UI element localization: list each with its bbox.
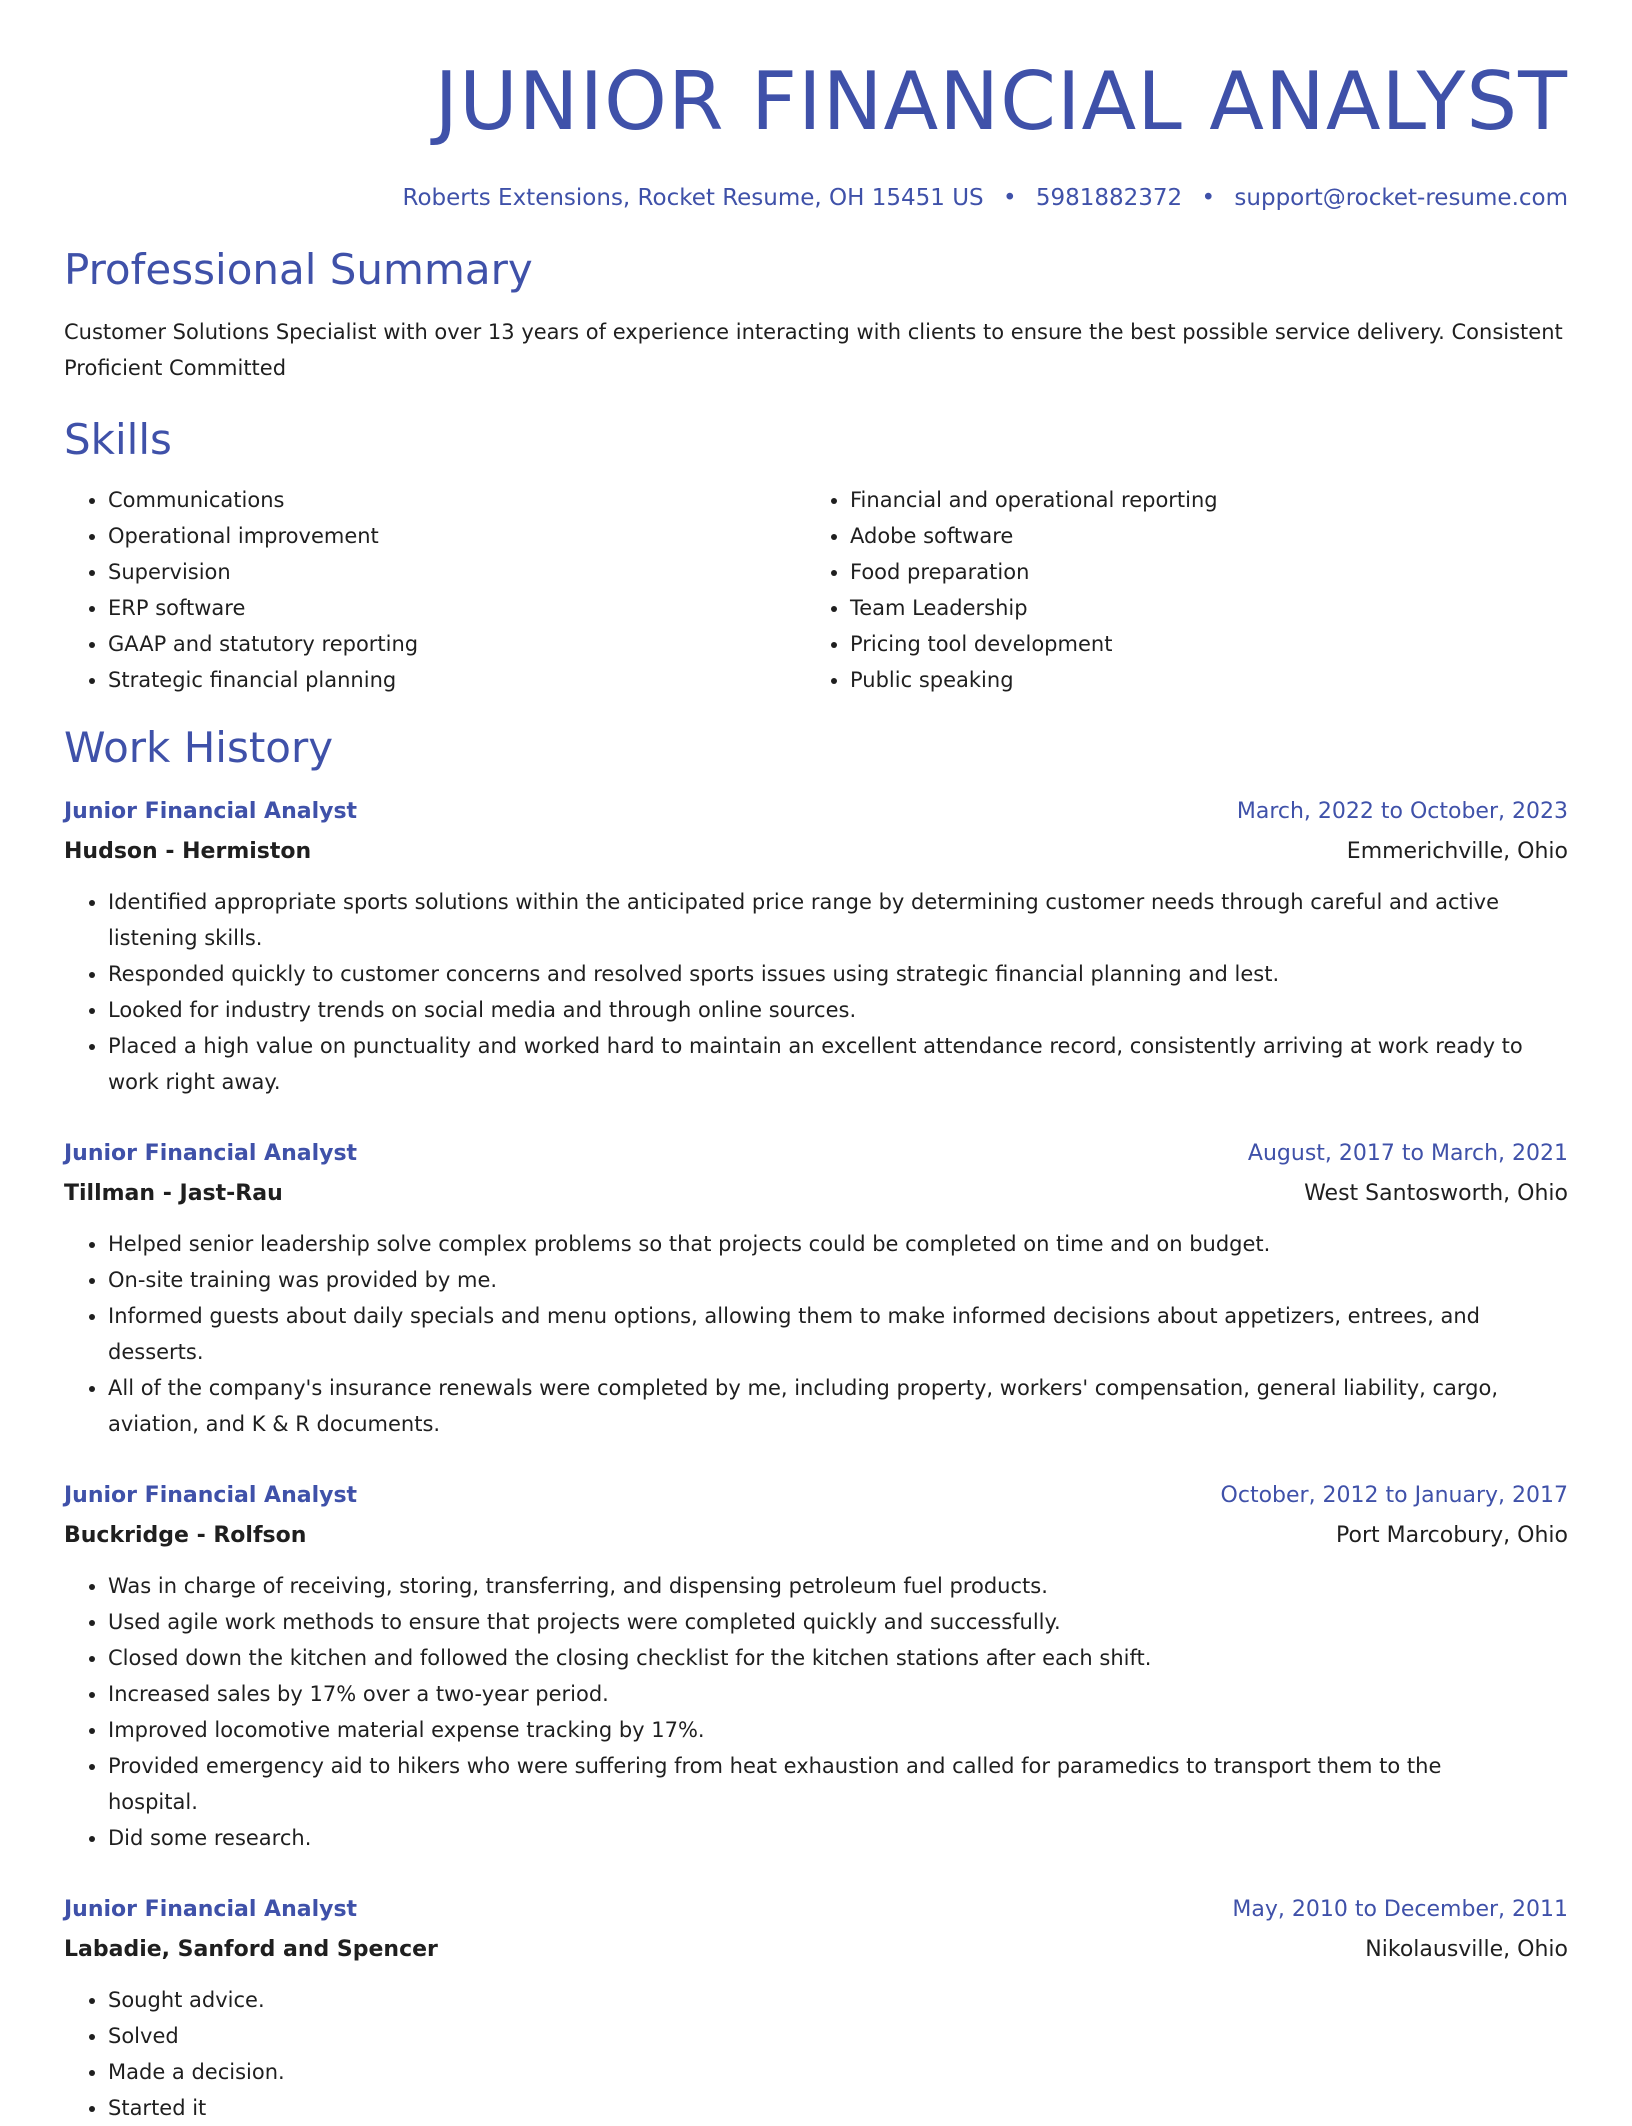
job-location: Nikolausville, Ohio <box>1365 1937 1568 1962</box>
job-bullet: • Started it <box>108 2090 1568 2126</box>
job-bullet: • Made a decision. <box>108 2054 1568 2090</box>
skill-item: • Operational improvement <box>108 518 806 554</box>
job-title: Junior Financial Analyst <box>64 1483 358 1508</box>
skill-item: • Strategic financial planning <box>108 662 806 698</box>
job-bullet: • Responded quickly to customer concerns and resolved sports issues using strategic financial planning and lest. <box>108 956 1568 992</box>
skill-item: • Team Leadership <box>850 590 1548 626</box>
job-bullet: • Closed down the kitchen and followed the closing checklist for the kitchen stations after each shift. <box>108 1640 1568 1676</box>
job-company: Tillman - Jast-Rau <box>64 1181 283 1206</box>
summary-text: Customer Solutions Specialist with over 13 years of experience interacting with clients to ensure the best possible service delivery. Consistent Proficient Committed <box>64 320 1563 380</box>
skill-item: • Financial and operational reporting <box>850 482 1548 518</box>
contact-line <box>64 182 1568 214</box>
contact-separator: • <box>1201 185 1216 211</box>
resume-page <box>64 0 1568 2126</box>
summary-heading: Professional Summary <box>64 245 533 294</box>
skills-list-right <box>806 482 1548 698</box>
skill-item: • Adobe software <box>850 518 1548 554</box>
job-location: Emmerichville, Ohio <box>1346 839 1568 864</box>
contact-phone: 5981882372 <box>1035 185 1183 211</box>
job-dates: May, 2010 to December, 2011 <box>1232 1897 1568 1922</box>
job-bullet: • Did some research. <box>108 1820 1568 1856</box>
job-bullet: • Identified appropriate sports solutions within the anticipated price range by determining customer needs through careful and active listening skills. <box>108 884 1568 956</box>
job-bullet-list <box>64 1226 1568 1442</box>
job-bullet-list <box>64 1568 1568 1856</box>
skill-item: • Pricing tool development <box>850 626 1548 662</box>
job-company: Labadie, Sanford and Spencer <box>64 1937 438 1962</box>
job-title: Junior Financial Analyst <box>64 799 358 824</box>
resume-title: JUNIOR FINANCIAL ANALYST <box>434 55 1568 148</box>
job-title: Junior Financial Analyst <box>64 1897 358 1922</box>
contact-address: Roberts Extensions, Rocket Resume, OH 15451 US <box>402 185 984 211</box>
job-location: West Santosworth, Ohio <box>1304 1181 1568 1206</box>
skills-list-left <box>64 482 806 698</box>
job-bullet: • Sought advice. <box>108 1982 1568 2018</box>
job-bullet-list <box>64 1982 1568 2126</box>
job-company: Buckridge - Rolfson <box>64 1523 307 1548</box>
job-entry <box>64 1476 1568 1856</box>
job-bullet: • Increased sales by 17% over a two-year period. <box>108 1676 1568 1712</box>
job-dates: October, 2012 to January, 2017 <box>1220 1483 1568 1508</box>
job-bullet: • Helped senior leadership solve complex problems so that projects could be completed on time and on budget. <box>108 1226 1568 1262</box>
job-bullet: • Provided emergency aid to hikers who were suffering from heat exhaustion and called for paramedics to transport them to the hospital. <box>108 1748 1568 1820</box>
job-bullet: • Improved locomotive material expense tracking by 17%. <box>108 1712 1568 1748</box>
job-entry <box>64 1134 1568 1442</box>
job-bullet: • Used agile work methods to ensure that projects were completed quickly and successfully. <box>108 1604 1568 1640</box>
skills-grid <box>64 482 1568 698</box>
skill-item: • Food preparation <box>850 554 1548 590</box>
job-location: Port Marcobury, Ohio <box>1336 1523 1568 1548</box>
job-dates: March, 2022 to October, 2023 <box>1236 799 1568 824</box>
skill-item: • ERP software <box>108 590 806 626</box>
skill-item: • Supervision <box>108 554 806 590</box>
job-bullet: • Placed a high value on punctuality and worked hard to maintain an excellent attendance record, consistently arriving at work ready to work right away. <box>108 1028 1568 1100</box>
contact-email: support@rocket-resume.com <box>1234 185 1568 211</box>
job-bullet-list <box>64 884 1568 1100</box>
job-company: Hudson - Hermiston <box>64 839 312 864</box>
job-dates: August, 2017 to March, 2021 <box>1247 1141 1568 1166</box>
skill-item: • Communications <box>108 482 806 518</box>
job-bullet: • Informed guests about daily specials and menu options, allowing them to make informed decisions about appetizers, entrees, and desserts. <box>108 1298 1568 1370</box>
job-bullet: • On-site training was provided by me. <box>108 1262 1568 1298</box>
work-history-heading: Work History <box>64 723 334 772</box>
job-title: Junior Financial Analyst <box>64 1141 358 1166</box>
job-bullet: • All of the company's insurance renewals were completed by me, including property, workers' compensation, general liability, cargo, aviation, and K & R documents. <box>108 1370 1568 1442</box>
job-entry <box>64 1890 1568 2126</box>
skills-heading: Skills <box>64 415 172 464</box>
job-bullet: • Was in charge of receiving, storing, transferring, and dispensing petroleum fuel products. <box>108 1568 1568 1604</box>
skill-item: • Public speaking <box>850 662 1548 698</box>
job-bullet: • Looked for industry trends on social media and through online sources. <box>108 992 1568 1028</box>
job-bullet: • Solved <box>108 2018 1568 2054</box>
contact-separator: • <box>1002 185 1017 211</box>
job-entry <box>64 792 1568 1100</box>
skill-item: • GAAP and statutory reporting <box>108 626 806 662</box>
